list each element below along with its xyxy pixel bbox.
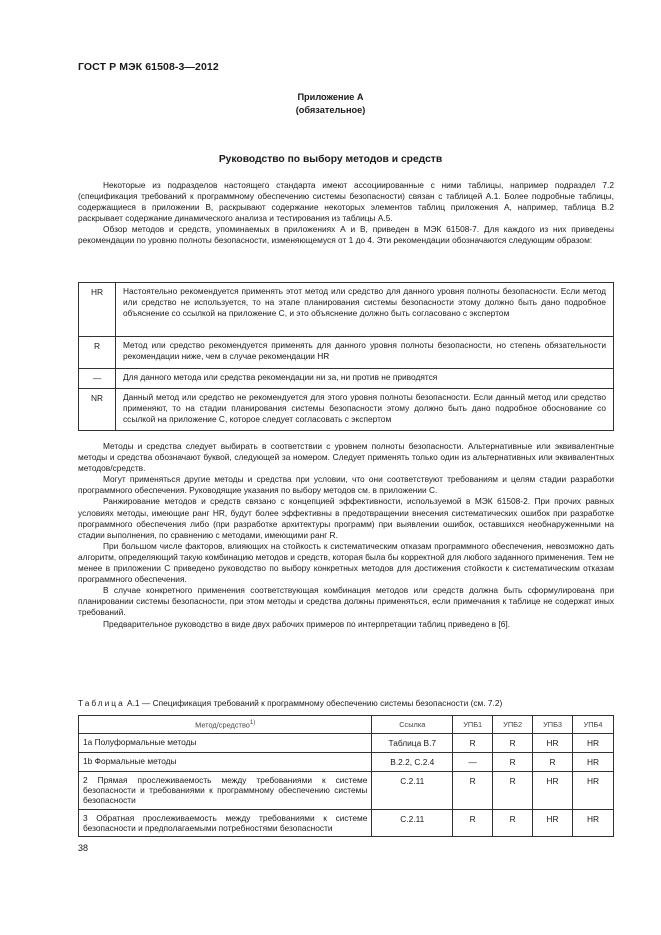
cell-ref: Таблица В.7: [372, 734, 453, 753]
cell-method: 2 Прямая прослеживаемость между требованиями к системе безопасности и требованиями к программному обеспечению системы безопасности: [79, 772, 372, 810]
caption-text: — Спецификация требований к программному обеспечению системы безопасности (см. 7.2): [141, 698, 503, 708]
header-ref: Ссылка: [372, 716, 453, 734]
table-row: [79, 337, 614, 369]
recommendation-code: NR: [79, 389, 116, 431]
body-text: [78, 441, 614, 630]
cell-sil3: HR: [533, 809, 573, 836]
cell-sil3: R: [533, 753, 573, 772]
spec-table: [78, 715, 614, 837]
cell-sil1: R: [453, 809, 493, 836]
recommendation-code: R: [79, 337, 116, 369]
cell-method: 1a Полуформальные методы: [79, 734, 372, 753]
cell-sil1: —: [453, 753, 493, 772]
header-sil4: УПБ4: [573, 716, 614, 734]
recommendation-text: Данный метод или средство не рекомендуется для этого уровня полноты безопасности. Если данный метод или средство применяют, то на стадии планирования системы безопасности этому должно быть дано подробное обоснование со ссылкой на приложение С, которое следует согласовать с экспертом: [116, 389, 614, 431]
table-header-row: [79, 716, 614, 734]
section-title: Руководство по выбору методов и средств: [218, 154, 443, 165]
table-row: [79, 734, 614, 753]
annex-heading: [0, 91, 661, 117]
cell-sil2: R: [493, 734, 533, 753]
cell-sil4: HR: [573, 734, 614, 753]
paragraph: Ранжирование методов и средств связано с концепцией эффективности, используемой в МЭК 61508-2. При прочих равных условиях методы, имеющие ранг HR, будут более эффективны в предотвращении внесения систематических ошибок при разработке программного обеспечения либо (при разработке архитектуры программ) при выявлении ошибок, оставшихся необнаруженными на стадии выполнения, по сравнению с методами, имеющими ранг R.: [78, 496, 614, 540]
recommendation-text: Метод или средство рекомендуется применять для данного уровня полноты безопасности, но степень обязательности рекомендации ниже, чем в случае рекомендации HR: [116, 337, 614, 369]
cell-sil1: R: [453, 734, 493, 753]
cell-sil2: R: [493, 809, 533, 836]
recommendation-code: —: [79, 369, 116, 389]
intro-text: [78, 180, 614, 247]
paragraph: При большом числе факторов, влияющих на стойкость к систематическим отказам программного обеспечения, невозможно дать алгоритм, определяющий такую комбинацию методов и средств, которая была бы корректной для любого заданного применения. Тем не менее в приложении С приведено руководство по выбору конкретных методов для достижения стойкости к систематическим отказам программного обеспечения.: [78, 540, 614, 585]
paragraph: Обзор методов и средств, упоминаемых в приложениях А и В, приведен в МЭК 61508-7. Для каждого из них приведены рекомендации по уровню полноты безопасности, изменяющемуся от 1 до 4. Эти рекомендации обозначаются следующим образом:: [78, 224, 614, 246]
header-method: Метод/средство$^{1)}$: [79, 716, 372, 734]
recommendation-table: [78, 282, 614, 431]
cell-sil1: R: [453, 772, 493, 810]
table-row: [79, 809, 614, 836]
caption-label: Таблица: [78, 698, 125, 708]
paragraph: В случае конкретного применения соответствующая комбинация методов или средств должна быть сформулирована при планировании системы безопасности, при этом методы и средства должны применяться, если примечания к таблице не содержат иных требований.: [78, 585, 614, 618]
cell-sil4: HR: [573, 753, 614, 772]
table-row: [79, 389, 614, 431]
recommendation-code: HR: [79, 283, 116, 337]
table-row: [79, 369, 614, 389]
table-caption: [78, 698, 502, 708]
table-row: [79, 772, 614, 810]
cell-sil3: HR: [533, 734, 573, 753]
cell-sil3: HR: [533, 772, 573, 810]
cell-ref: С.2.11: [372, 809, 453, 836]
table-row: [79, 283, 614, 337]
cell-method: 1b Формальные методы: [79, 753, 372, 772]
caption-number: А.1: [127, 698, 140, 708]
cell-sil2: R: [493, 753, 533, 772]
table-row: [79, 753, 614, 772]
cell-sil4: HR: [573, 809, 614, 836]
cell-method: 3 Обратная прослеживаемость между требованиями к системе безопасности и предполагаемыми потребностями безопасности: [79, 809, 372, 836]
paragraph: Некоторые из подразделов настоящего стандарта имеют ассоциированные с ними таблицы, например подраздел 7.2 (спецификация требований к программному обеспечению системы безопасности) связан с таблицей А.1. Более подробные таблицы, содержащиеся в приложении В, раскрывают содержание некоторых элементов таблиц приложения А, например, таблица В.2 раскрывает содержание динамического анализа и тестирования из таблицы А.5.: [78, 180, 614, 224]
cell-ref: В.2.2, С.2.4: [372, 753, 453, 772]
paragraph: Предварительное руководство в виде двух рабочих примеров по интерпретации таблиц приведено в [6].: [103, 618, 511, 629]
page-number: 38: [78, 843, 89, 853]
cell-sil2: R: [493, 772, 533, 810]
annex-title: Приложение А: [297, 92, 364, 102]
cell-ref: С.2.11: [372, 772, 453, 810]
recommendation-text: Для данного метода или средства рекомендации ни за, ни против не приводятся: [116, 369, 614, 389]
paragraph: Методы и средства следует выбирать в соответствии с уровнем полноты безопасности. Альтернативные или эквивалентные методы и средства обозначают буквой, следующей за номером. Следует применять только один из альтернативных или эквивалентных методов/средств.: [78, 441, 614, 474]
recommendation-text: Настоятельно рекомендуется применять этот метод или средство для данного уровня полноты безопасности. Если метод или средство не используется, то на этапе планирования системы безопасности этому должно быть дано подробное объяснение со ссылкой на приложение С, и это объяснение должно быть согласовано с экспертом: [116, 283, 614, 337]
annex-status: (обязательное): [295, 105, 366, 115]
cell-sil4: HR: [573, 772, 614, 810]
header-sil1: УПБ1: [453, 716, 493, 734]
paragraph: Могут применяться другие методы и средства при условии, что они соответствуют требованиям и целям стадии разработки программного обеспечения. Руководящие указания по выбору методов см. в приложении С.: [78, 474, 614, 496]
header-sil3: УПБ3: [533, 716, 573, 734]
header-sil2: УПБ2: [493, 716, 533, 734]
document-header: ГОСТ Р МЭК 61508-3—2012: [78, 61, 219, 73]
